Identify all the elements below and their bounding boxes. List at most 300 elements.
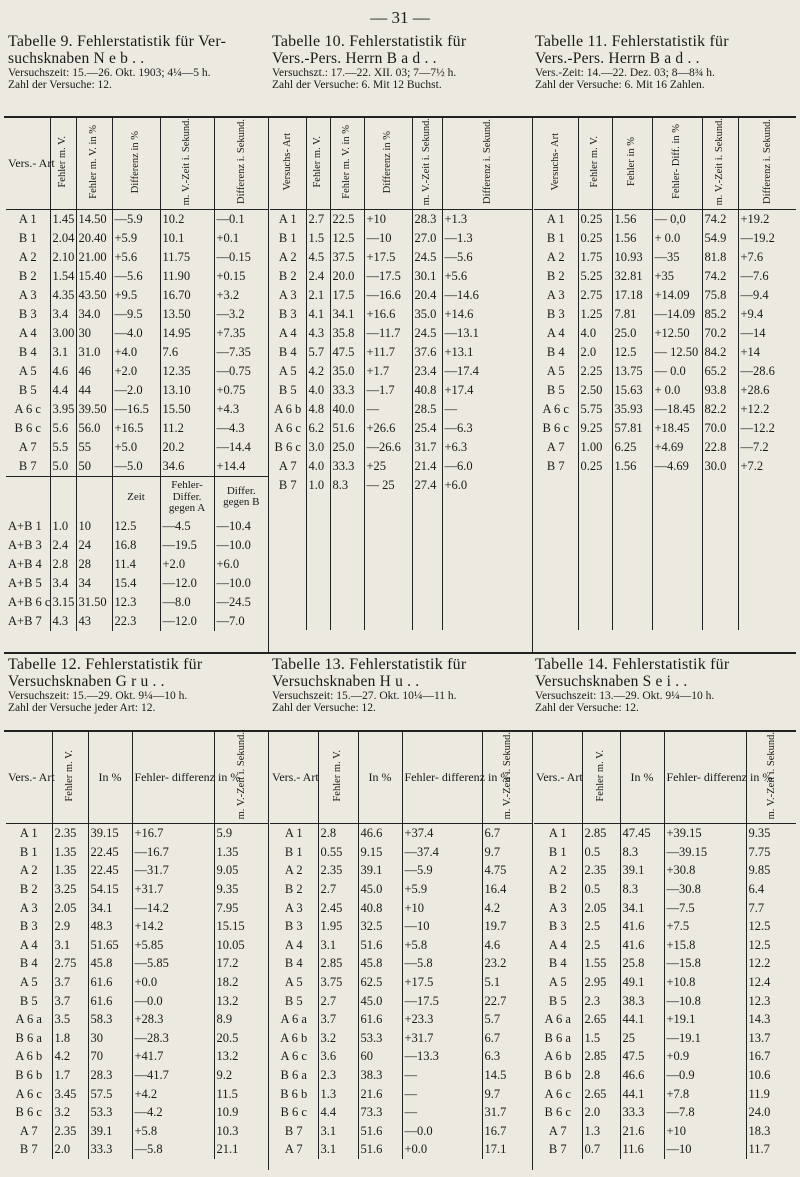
table-cell: +7.8 <box>664 1085 746 1104</box>
blank-cell <box>702 611 738 630</box>
blank-cell <box>364 611 412 630</box>
table-cell: 4.35 <box>50 286 76 305</box>
t10-col-header-label: Fehler m. V. in % <box>341 124 353 199</box>
table-row <box>270 936 532 955</box>
table-cell: 44.1 <box>620 1010 664 1029</box>
blank-cell <box>412 611 442 630</box>
table-cell: 22.5 <box>330 210 364 230</box>
table-cell: 4.1 <box>306 305 330 324</box>
table-cell: +17.5 <box>402 973 482 992</box>
table9 <box>6 118 268 631</box>
table-cell: 10.93 <box>612 248 652 267</box>
t9-col-header-label: m. V.-Zeit i. Sekund. <box>181 118 193 206</box>
table-cell: 8.9 <box>214 1010 268 1029</box>
table-cell: 33.3 <box>620 1103 664 1122</box>
table-cell: 4.6 <box>50 362 76 381</box>
table-cell: —26.6 <box>364 438 412 457</box>
blank-cell <box>652 516 702 535</box>
table-cell: 51.6 <box>330 419 364 438</box>
table-cell: 82.2 <box>702 400 738 419</box>
row-label: A 6 c <box>542 402 569 417</box>
blank-cell <box>534 573 578 592</box>
table12-count: Zahl der Versuche jeder Art: 12. <box>8 702 156 715</box>
table-cell: +14.4 <box>214 457 268 477</box>
table-row <box>270 1066 532 1085</box>
table-cell: +7.2 <box>738 457 796 476</box>
table-cell: +31.7 <box>132 880 214 899</box>
table-cell: +6.3 <box>442 438 532 457</box>
table-cell: 34.1 <box>620 899 664 918</box>
table-cell: 24.5 <box>412 324 442 343</box>
t13-col-header-label: m. V.-Zeit i. Sekund. <box>501 732 513 820</box>
table-cell: 3.6 <box>318 1048 358 1067</box>
table-cell: 11.5 <box>214 1085 268 1104</box>
blank-cell <box>270 535 306 554</box>
blank-cell <box>306 495 330 535</box>
table-row <box>534 862 796 881</box>
table-row <box>6 955 268 974</box>
table-cell: +19.2 <box>738 210 796 230</box>
table-cell: 3.7 <box>52 973 88 992</box>
table-cell: 6.4 <box>746 880 796 899</box>
mid-rule <box>4 652 796 654</box>
blank-cell <box>578 592 612 611</box>
table-cell: +7.5 <box>664 917 746 936</box>
t9-col-header <box>76 118 112 210</box>
blank-cell <box>330 495 364 535</box>
row-label: A 3 <box>546 288 565 303</box>
table10-body <box>270 118 532 630</box>
table-cell: —35 <box>652 248 702 267</box>
row-label: B 3 <box>284 919 303 934</box>
row-label: A 7 <box>19 1123 38 1138</box>
table-cell: 4.5 <box>306 248 330 267</box>
t10-col-header-label: Versuchs- Art <box>282 132 294 191</box>
row-label: B 1 <box>278 231 297 246</box>
table-cell: 1.35 <box>52 843 88 862</box>
table11-count: Zahl der Versuche: 6. Mit 16 Zahlen. <box>535 79 705 92</box>
table-cell: 1.95 <box>318 917 358 936</box>
table-cell: —10.4 <box>214 517 268 536</box>
table-cell: 15.63 <box>612 381 652 400</box>
table-cell: 24 <box>76 536 112 555</box>
table-row <box>270 286 532 305</box>
t9-col-header-label: Differenz i. Sekund. <box>235 119 247 205</box>
blank-cell <box>578 554 612 573</box>
table-cell: 17.2 <box>214 955 268 974</box>
table-cell: 16.8 <box>112 536 160 555</box>
blank-row <box>270 495 532 535</box>
t9-sub-header: Differ. gegen B <box>214 477 268 518</box>
table-cell: +12.50 <box>652 324 702 343</box>
table-cell: +19.1 <box>664 1010 746 1029</box>
blank-cell <box>330 592 364 611</box>
table-cell: 1.00 <box>578 438 612 457</box>
table-cell: +14.6 <box>442 305 532 324</box>
table-cell: 33.3 <box>88 1141 132 1160</box>
blank-cell <box>412 592 442 611</box>
table-cell: 11.7 <box>746 1141 796 1160</box>
table-row <box>270 973 532 992</box>
blank-cell <box>442 554 532 573</box>
table-cell: 1.0 <box>50 517 76 536</box>
table-cell: 3.1 <box>318 1122 358 1141</box>
row-label: A 2 <box>18 250 37 265</box>
table-cell: 12.5 <box>330 229 364 248</box>
t14-col-header-label: m. V.-Zeit i. Sekund. <box>765 732 777 820</box>
table-cell: 33.3 <box>330 457 364 476</box>
t10-col-header <box>330 118 364 210</box>
t12-col-header-label: Fehler- differenz in % <box>134 770 241 785</box>
blank-row <box>270 554 532 573</box>
table-cell: 9.15 <box>358 843 402 862</box>
table-cell: 37.6 <box>412 343 442 362</box>
table-cell: +5.9 <box>112 229 160 248</box>
row-label: B 6 a <box>280 1067 307 1082</box>
table-cell: 2.65 <box>582 1085 620 1104</box>
table-cell: 20.2 <box>160 438 214 457</box>
table-cell: 43 <box>76 612 112 631</box>
table-cell: 2.8 <box>50 555 76 574</box>
table-cell: 10.05 <box>214 936 268 955</box>
blank-cell <box>612 611 652 630</box>
table-cell: 3.7 <box>318 1010 358 1029</box>
blank-cell <box>412 495 442 535</box>
table-cell: 3.1 <box>50 343 76 362</box>
row-label: A 4 <box>278 326 297 341</box>
table-row <box>270 1010 532 1029</box>
table-cell: 0.25 <box>578 210 612 230</box>
table-row <box>270 267 532 286</box>
blank-cell <box>578 535 612 554</box>
table-cell: —31.7 <box>132 862 214 881</box>
table-cell: 31.7 <box>482 1103 532 1122</box>
row-label: B 7 <box>284 1123 303 1138</box>
table-cell: —5.6 <box>112 267 160 286</box>
blank-cell <box>652 573 702 592</box>
row-label: A 7 <box>284 1142 303 1157</box>
table-cell: +26.6 <box>364 419 412 438</box>
table-row <box>534 438 796 457</box>
table-cell: 2.65 <box>582 1010 620 1029</box>
table-cell: 22.7 <box>482 992 532 1011</box>
blank-cell <box>738 592 796 611</box>
table-row <box>534 1122 796 1141</box>
row-label: B 2 <box>18 269 37 284</box>
blank-cell <box>306 611 330 630</box>
table-cell: 1.3 <box>318 1085 358 1104</box>
table-cell: 81.8 <box>702 248 738 267</box>
table-cell: 13.75 <box>612 362 652 381</box>
table-cell: — 0,0 <box>652 210 702 230</box>
table-row <box>270 862 532 881</box>
blank-cell <box>652 554 702 573</box>
table-cell: —4.2 <box>132 1103 214 1122</box>
row-label: A+B 1 <box>8 519 42 534</box>
table-cell: —19.2 <box>738 229 796 248</box>
blank-cell <box>270 592 306 611</box>
table-cell: 9.85 <box>746 862 796 881</box>
table-cell: 1.55 <box>582 955 620 974</box>
table-cell: 16.70 <box>160 286 214 305</box>
row-label: B 5 <box>278 383 297 398</box>
table-cell: — <box>364 400 412 419</box>
table-cell: —11.7 <box>364 324 412 343</box>
table-cell: +25 <box>364 457 412 476</box>
table-cell: +11.7 <box>364 343 412 362</box>
table-cell: 2.10 <box>50 248 76 267</box>
table9-caption <box>8 34 270 91</box>
table11-body <box>534 118 796 630</box>
row-label: A 6 a <box>15 1012 42 1027</box>
table-cell: 2.95 <box>582 973 620 992</box>
table-cell: —17.4 <box>442 362 532 381</box>
row-label: B 7 <box>18 459 37 474</box>
table-cell: 61.6 <box>88 973 132 992</box>
row-label: A 4 <box>548 937 567 952</box>
blank-cell <box>738 516 796 535</box>
table-cell: +2.0 <box>112 362 160 381</box>
table-row <box>270 917 532 936</box>
table-cell: —9.5 <box>112 305 160 324</box>
table-cell: —10.0 <box>214 536 268 555</box>
row-label: A 2 <box>548 863 567 878</box>
table-row <box>6 555 268 574</box>
table14-caption <box>535 657 797 714</box>
table-cell: 45.8 <box>88 955 132 974</box>
table-cell: 2.0 <box>52 1141 88 1160</box>
table-cell: 3.45 <box>52 1085 88 1104</box>
row-label: B 6 c <box>14 421 41 436</box>
table-cell: 2.0 <box>578 343 612 362</box>
t12-col-header-label: In % <box>98 770 122 785</box>
row-label: A 5 <box>18 364 37 379</box>
table-cell: 25.0 <box>330 438 364 457</box>
table-cell: +6.0 <box>442 476 532 495</box>
table-cell: 1.8 <box>52 1029 88 1048</box>
t9-col-header <box>160 118 214 210</box>
table-cell: 51.65 <box>88 936 132 955</box>
table-cell: 5.25 <box>578 267 612 286</box>
table13-time: Versuchszeit: 15.—27. Okt. 10¼—11 h. <box>272 690 457 703</box>
table-cell: 2.3 <box>318 1066 358 1085</box>
t9-sub-header: Fehler-Differ. gegen A <box>160 477 214 518</box>
table-cell: 16.7 <box>746 1048 796 1067</box>
table-cell: 20.0 <box>330 267 364 286</box>
row-label: B 7 <box>546 459 565 474</box>
table-row <box>534 824 796 843</box>
table-cell: 12.35 <box>160 362 214 381</box>
table-cell: +28.3 <box>132 1010 214 1029</box>
row-label: A 5 <box>548 974 567 989</box>
table-row <box>6 1066 268 1085</box>
table-cell: 11.90 <box>160 267 214 286</box>
table-cell: —10 <box>664 1141 746 1160</box>
row-label: A 5 <box>19 974 38 989</box>
t11-col-header-label: Fehler- Diff. in % <box>671 124 683 200</box>
table-row <box>6 419 268 438</box>
table-cell: 7.95 <box>214 899 268 918</box>
table-row <box>6 936 268 955</box>
table-cell: — <box>402 1085 482 1104</box>
table-cell: 2.85 <box>318 955 358 974</box>
table-cell: +5.6 <box>442 267 532 286</box>
table-cell: 4.0 <box>306 457 330 476</box>
blank-cell <box>578 573 612 592</box>
table-cell: —5.9 <box>112 210 160 230</box>
table-row <box>534 880 796 899</box>
table-cell: 70 <box>88 1048 132 1067</box>
table-cell: 8.3 <box>330 476 364 495</box>
table-cell: —5.8 <box>402 955 482 974</box>
t11-col-header-label: Versuchs- Art <box>550 132 562 191</box>
table-cell: 20.40 <box>76 229 112 248</box>
t10-col-header-label: m. V.-Zeit i. Sekund. <box>421 118 433 206</box>
row-label: A 4 <box>19 937 38 952</box>
table-cell: — <box>402 1066 482 1085</box>
t9-sub-header-row <box>6 477 268 518</box>
t9-header-row <box>6 118 268 210</box>
table-row <box>270 476 532 495</box>
table13 <box>270 732 532 1159</box>
table-cell: + 0.0 <box>652 229 702 248</box>
table-cell: 19.7 <box>482 917 532 936</box>
t11-col-header <box>702 118 738 210</box>
t14-col-header-label: Fehler m. V. <box>595 749 607 802</box>
table-cell: 8.3 <box>620 880 664 899</box>
table-cell: 25.4 <box>412 419 442 438</box>
blank-row <box>534 554 796 573</box>
row-label: B 6 c <box>542 421 569 436</box>
table12 <box>6 732 268 1159</box>
table-cell: 39.50 <box>76 400 112 419</box>
table-cell: +7.6 <box>738 248 796 267</box>
table-cell: 1.35 <box>52 862 88 881</box>
blank-cell <box>652 611 702 630</box>
table-cell: 5.7 <box>482 1010 532 1029</box>
table-cell: 30.0 <box>702 457 738 476</box>
table-cell: 18.2 <box>214 973 268 992</box>
table-cell: 4.2 <box>306 362 330 381</box>
table-cell: —8.0 <box>160 593 214 612</box>
table-row <box>6 1029 268 1048</box>
table-cell: 2.35 <box>52 824 88 843</box>
t13-col-header <box>358 732 402 824</box>
table-cell: 2.3 <box>582 992 620 1011</box>
table-cell: 54.15 <box>88 880 132 899</box>
table-cell: 20.4 <box>412 286 442 305</box>
table-cell: 74.2 <box>702 210 738 230</box>
row-label: B 2 <box>548 881 567 896</box>
row-label: B 6 c <box>280 1105 307 1120</box>
table-cell: 9.25 <box>578 419 612 438</box>
table-cell: 10 <box>76 517 112 536</box>
table-row <box>534 1085 796 1104</box>
table-row <box>6 286 268 305</box>
page-number: — 31 — <box>370 8 430 27</box>
table-cell: 85.2 <box>702 305 738 324</box>
table12-caption <box>8 657 270 714</box>
table-cell: 2.1 <box>306 286 330 305</box>
t9-sub-header <box>6 477 50 518</box>
table-cell: +0.75 <box>214 381 268 400</box>
t9-col-header-label: Vers.- Art <box>8 156 55 171</box>
table-row <box>6 1141 268 1160</box>
table-cell: 1.45 <box>50 210 76 230</box>
t10-col-header <box>306 118 330 210</box>
table-cell: +13.1 <box>442 343 532 362</box>
row-label: A 2 <box>278 250 297 265</box>
row-label: B 6 c <box>15 1105 42 1120</box>
table-cell: 40.0 <box>330 400 364 419</box>
table-cell: +30.8 <box>664 862 746 881</box>
table-cell: 4.3 <box>50 612 76 631</box>
blank-cell <box>330 535 364 554</box>
table-cell: 10.2 <box>160 210 214 230</box>
table-cell: 5.1 <box>482 973 532 992</box>
blank-cell <box>534 535 578 554</box>
blank-cell <box>270 611 306 630</box>
table9-subject: suchsknaben N e b . . <box>8 49 145 67</box>
t13-col-header-label: Vers.- Art <box>272 770 319 785</box>
table-cell: +31.7 <box>402 1029 482 1048</box>
table-row <box>534 992 796 1011</box>
table-row <box>534 1066 796 1085</box>
row-label: A 4 <box>546 326 565 341</box>
table-cell: 7.7 <box>746 899 796 918</box>
table-cell: 32.81 <box>612 267 652 286</box>
table-row <box>534 1103 796 1122</box>
table-cell: 1.54 <box>50 267 76 286</box>
table-row <box>534 899 796 918</box>
blank-cell <box>534 611 578 630</box>
row-label: A 1 <box>284 826 303 841</box>
blank-cell <box>412 554 442 573</box>
table-cell: —4.3 <box>214 419 268 438</box>
table14-count: Zahl der Versuche: 12. <box>535 702 639 715</box>
table-row <box>534 457 796 476</box>
row-label: A 3 <box>284 900 303 915</box>
table-cell: —41.7 <box>132 1066 214 1085</box>
row-label: A 4 <box>18 326 37 341</box>
t11-col-header <box>652 118 702 210</box>
table-cell: 56.0 <box>76 419 112 438</box>
table-cell: 1.25 <box>578 305 612 324</box>
table-cell: 2.75 <box>52 955 88 974</box>
row-label: B 5 <box>546 383 565 398</box>
row-label: A 1 <box>278 212 297 227</box>
table-row <box>270 824 532 843</box>
table-cell: 49.1 <box>620 973 664 992</box>
table-cell: +14 <box>738 343 796 362</box>
table-cell: 34.1 <box>330 305 364 324</box>
row-label: A+B 4 <box>8 557 42 572</box>
table-cell: 43.50 <box>76 286 112 305</box>
row-label: B 6 a <box>15 1030 42 1045</box>
table-row <box>6 343 268 362</box>
row-label: B 6 b <box>280 1086 308 1101</box>
table-row <box>6 612 268 631</box>
row-label: A 7 <box>548 1123 567 1138</box>
row-label: B 4 <box>18 345 37 360</box>
blank-cell <box>534 476 578 516</box>
t9-sub-header <box>76 477 112 518</box>
table-cell: 32.5 <box>358 917 402 936</box>
table-cell: —17.5 <box>364 267 412 286</box>
row-label: B 7 <box>19 1142 38 1157</box>
table-cell: 46.6 <box>358 824 402 843</box>
row-label: A 1 <box>548 826 567 841</box>
